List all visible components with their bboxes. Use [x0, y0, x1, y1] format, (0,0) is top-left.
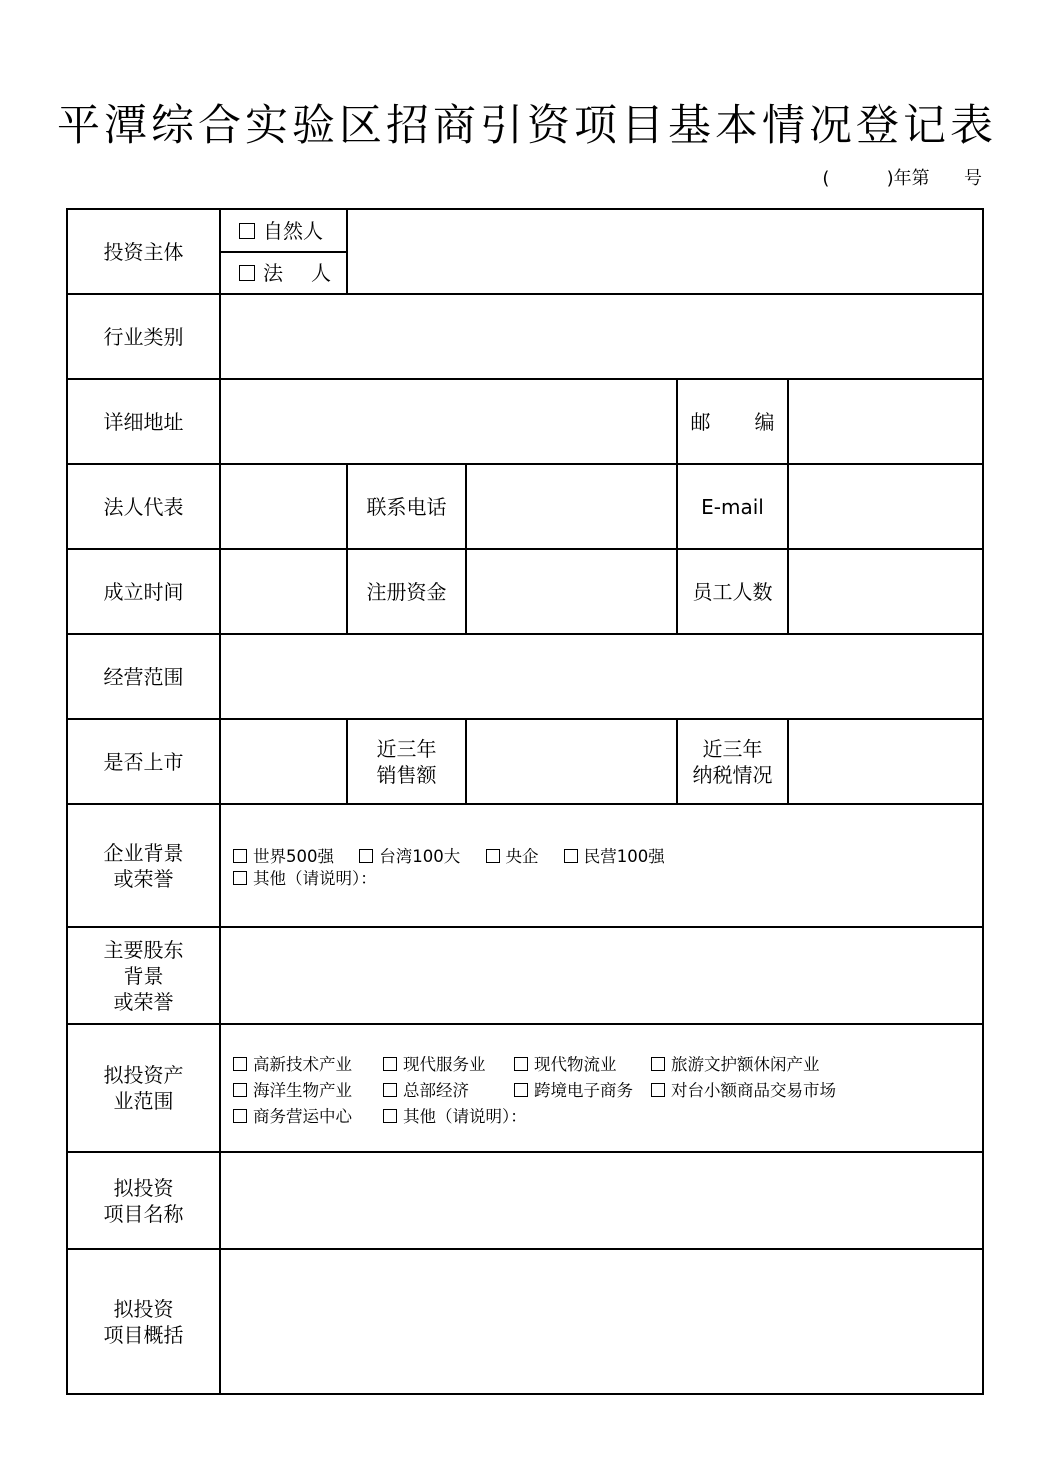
project-name-field[interactable]: [220, 1152, 983, 1249]
document-number: ( )年第 号: [822, 168, 982, 189]
industries-row-1: [233, 1052, 982, 1078]
label-project-summary: 拟投资 项目概括: [67, 1249, 220, 1394]
option-marine-bio[interactable]: 海洋生物产业: [233, 1078, 383, 1104]
employees-field[interactable]: [788, 549, 983, 634]
checkbox-icon[interactable]: [383, 1083, 397, 1097]
project-summary-field[interactable]: [220, 1249, 983, 1394]
label-employees: 员工人数: [677, 549, 788, 634]
option-modern-service[interactable]: 现代服务业: [383, 1052, 514, 1078]
registration-form: [66, 208, 984, 1395]
checkbox-icon[interactable]: [486, 849, 500, 863]
checkbox-icon[interactable]: [383, 1057, 397, 1071]
label-shareholder: 主要股东 背景 或荣誉: [67, 927, 220, 1024]
checkbox-icon[interactable]: [233, 871, 247, 885]
industries-field: [220, 1024, 983, 1152]
checkbox-icon[interactable]: [651, 1083, 665, 1097]
option-ecommerce[interactable]: 跨境电子商务: [514, 1078, 651, 1104]
option-natural-person[interactable]: 自然人: [221, 211, 346, 251]
founded-field[interactable]: [220, 549, 347, 634]
background-field: [220, 804, 983, 927]
option-private100[interactable]: 民营100强: [564, 846, 665, 868]
label-industry: 行业类别: [67, 294, 220, 379]
postcode-field[interactable]: [788, 379, 983, 464]
listed-field[interactable]: [220, 719, 347, 804]
industries-row-2: [233, 1078, 982, 1104]
option-top500[interactable]: 世界500强: [233, 846, 334, 868]
label-industries: 拟投资产 业范围: [67, 1024, 220, 1152]
option-tourism[interactable]: 旅游文护额休闲产业: [651, 1052, 820, 1078]
email-field[interactable]: [788, 464, 983, 549]
sales-field[interactable]: [466, 719, 677, 804]
label-capital: 注册资金: [347, 549, 466, 634]
investor-field[interactable]: [347, 209, 983, 294]
industries-row-3: [233, 1104, 982, 1130]
label-email: E-mail: [677, 464, 788, 549]
label-listed: 是否上市: [67, 719, 220, 804]
label-scope: 经营范围: [67, 634, 220, 719]
option-legal-person[interactable]: 法 人: [221, 251, 346, 293]
checkbox-icon[interactable]: [239, 265, 255, 281]
phone-field[interactable]: [466, 464, 677, 549]
label-legal-rep: 法人代表: [67, 464, 220, 549]
scope-field[interactable]: [220, 634, 983, 719]
label-address: 详细地址: [67, 379, 220, 464]
checkbox-icon[interactable]: [233, 849, 247, 863]
option-soe[interactable]: 央企: [486, 846, 539, 868]
checkbox-icon[interactable]: [514, 1083, 528, 1097]
checkbox-icon[interactable]: [514, 1057, 528, 1071]
legal-rep-field[interactable]: [220, 464, 347, 549]
checkbox-icon[interactable]: [359, 849, 373, 863]
background-options-row: [233, 846, 982, 868]
address-field[interactable]: [220, 379, 677, 464]
option-other[interactable]: 其他（请说明）：: [233, 868, 982, 890]
checkbox-icon[interactable]: [233, 1083, 247, 1097]
checkbox-icon[interactable]: [233, 1057, 247, 1071]
investor-type-options: [220, 209, 347, 294]
option-hq-economy[interactable]: 总部经济: [383, 1078, 514, 1104]
label-background: 企业背景 或荣誉: [67, 804, 220, 927]
option-taiwan100[interactable]: 台湾100大: [359, 846, 460, 868]
label-phone: 联系电话: [347, 464, 466, 549]
label-postcode: 邮 编: [677, 379, 788, 464]
checkbox-icon[interactable]: [564, 849, 578, 863]
industry-field[interactable]: [220, 294, 983, 379]
label-tax: 近三年 纳税情况: [677, 719, 788, 804]
label-investor: 投资主体: [67, 209, 220, 294]
form-title: 平潭综合实验区招商引资项目基本情况登记表: [57, 101, 997, 151]
tax-field[interactable]: [788, 719, 983, 804]
option-small-trade[interactable]: 对台小额商品交易市场: [651, 1078, 836, 1104]
checkbox-icon[interactable]: [239, 223, 255, 239]
capital-field[interactable]: [466, 549, 677, 634]
label-project-name: 拟投资 项目名称: [67, 1152, 220, 1249]
label-sales: 近三年 销售额: [347, 719, 466, 804]
checkbox-icon[interactable]: [233, 1109, 247, 1123]
checkbox-icon[interactable]: [383, 1109, 397, 1123]
option-industries-other[interactable]: 其他（请说明）：: [383, 1104, 527, 1130]
checkbox-icon[interactable]: [651, 1057, 665, 1071]
option-hightech[interactable]: 高新技术产业: [233, 1052, 383, 1078]
option-logistics[interactable]: 现代物流业: [514, 1052, 651, 1078]
label-founded: 成立时间: [67, 549, 220, 634]
shareholder-field[interactable]: [220, 927, 983, 1024]
option-business-center[interactable]: 商务营运中心: [233, 1104, 383, 1130]
